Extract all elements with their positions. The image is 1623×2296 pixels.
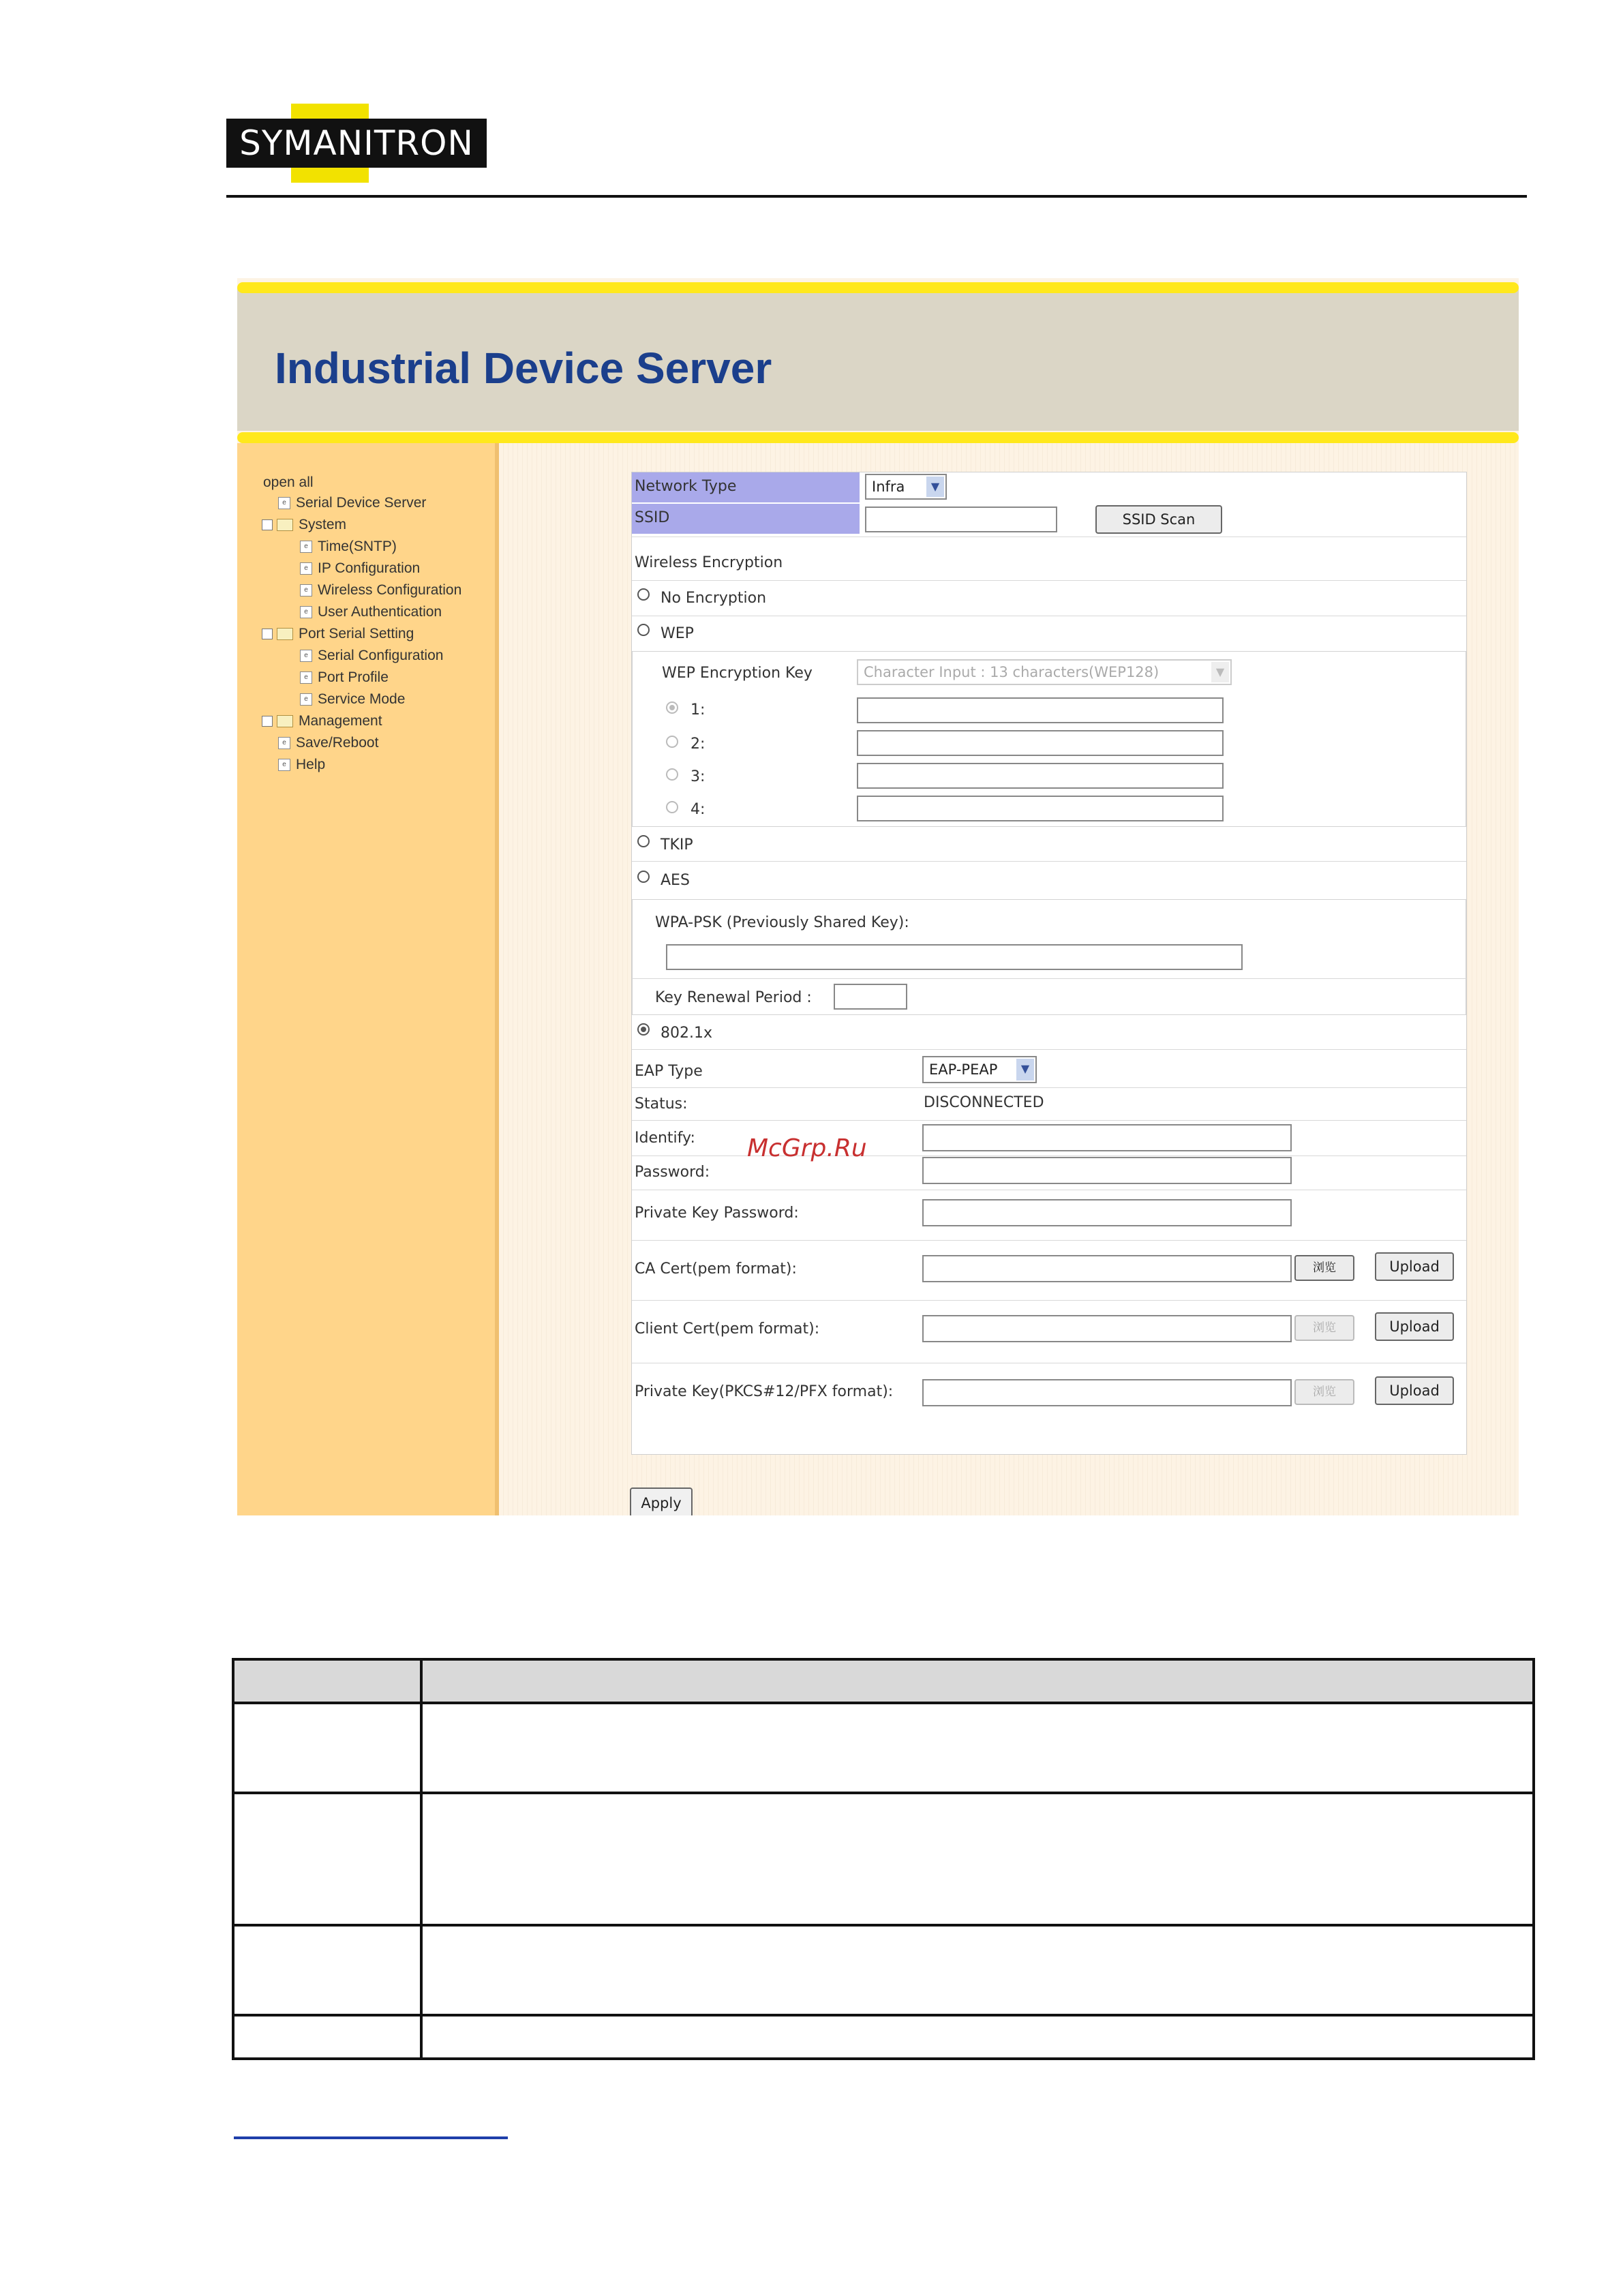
- sidebar-item-label: Wireless Configuration: [318, 582, 462, 598]
- chevron-down-icon: ▼: [926, 477, 944, 497]
- wep-key-4-label: 4:: [691, 801, 706, 818]
- sidebar-item-label: User Authentication: [318, 604, 442, 620]
- apply-button[interactable]: Apply: [630, 1487, 693, 1515]
- wireless-encryption-label: Wireless Encryption: [635, 554, 783, 571]
- ca-cert-input[interactable]: [922, 1255, 1292, 1282]
- folder-icon: [277, 519, 293, 531]
- sidebar: [237, 443, 499, 1515]
- symanitron-logo: [226, 104, 487, 183]
- sidebar-item-time-sntp[interactable]: [300, 539, 397, 555]
- wep-key-1-input[interactable]: [857, 697, 1224, 723]
- sidebar-item-label: Help: [296, 757, 326, 772]
- sidebar-item-service-mode[interactable]: [300, 691, 405, 708]
- sidebar-item-management[interactable]: [262, 713, 382, 729]
- no-encryption-radio[interactable]: [637, 588, 650, 601]
- no-encryption-label: No Encryption: [661, 590, 767, 607]
- chevron-down-icon: ▼: [1016, 1059, 1034, 1081]
- sidebar-item-ip-configuration[interactable]: [300, 560, 420, 577]
- ssid-label: SSID: [635, 509, 670, 526]
- banner-title: Industrial Device Server: [275, 344, 772, 393]
- watermark-text: McGrp.Ru: [747, 1134, 867, 1162]
- sidebar-open-all[interactable]: [263, 474, 314, 491]
- client-cert-label: Client Cert(pem format):: [635, 1320, 820, 1338]
- page-icon: e: [300, 562, 312, 575]
- logo-text: SYMANITRON: [239, 123, 474, 163]
- expand-box-icon[interactable]: [262, 629, 273, 639]
- divider: [632, 1240, 1466, 1241]
- sidebar-item-label: Port Profile: [318, 669, 389, 685]
- sidebar-item-help[interactable]: [278, 757, 325, 773]
- expand-box-icon[interactable]: [262, 519, 273, 530]
- eap-type-select[interactable]: [922, 1056, 1037, 1083]
- wep-key-2-input[interactable]: [857, 730, 1224, 756]
- ca-cert-upload-button[interactable]: Upload: [1375, 1252, 1454, 1281]
- page-icon: e: [300, 671, 312, 684]
- wep-key-2-label: 2:: [691, 736, 706, 753]
- divider: [632, 978, 1466, 979]
- page-icon: e: [300, 606, 312, 618]
- page-icon: e: [300, 693, 312, 706]
- wpa-psk-label: WPA-PSK (Previously Shared Key):: [655, 914, 909, 931]
- folder-icon: [277, 628, 293, 640]
- network-type-label: Network Type: [635, 478, 737, 495]
- status-value: DISCONNECTED: [924, 1094, 1044, 1111]
- wep-key-3-label: 3:: [691, 768, 706, 785]
- sidebar-item-label: Management: [299, 713, 382, 729]
- password-input[interactable]: [922, 1157, 1292, 1184]
- banner-stripe-top: [237, 282, 1519, 293]
- wep-key-3-input[interactable]: [857, 763, 1224, 789]
- footnote-rule: [234, 2136, 508, 2139]
- sidebar-item-label: IP Configuration: [318, 560, 421, 576]
- wep-radio[interactable]: [637, 624, 650, 636]
- chevron-down-icon: ▼: [1211, 662, 1229, 682]
- expand-box-icon[interactable]: [262, 716, 273, 727]
- wep-key-2-radio[interactable]: [666, 736, 678, 748]
- wep-label: WEP: [661, 625, 694, 642]
- wep-key-3-radio[interactable]: [666, 768, 678, 781]
- sidebar-item-port-profile[interactable]: [300, 669, 389, 686]
- description-table: [232, 1658, 1535, 2060]
- eap-type-label: EAP Type: [635, 1063, 703, 1080]
- sidebar-item-label: Serial Configuration: [318, 648, 444, 663]
- table-border: [232, 1658, 234, 2060]
- identify-input[interactable]: [922, 1124, 1292, 1151]
- status-label: Status:: [635, 1096, 688, 1113]
- network-type-value: Infra: [872, 479, 905, 495]
- key-renewal-input[interactable]: [834, 984, 907, 1010]
- private-key-password-label: Private Key Password:: [635, 1205, 799, 1222]
- wep-key-1-radio[interactable]: [666, 701, 678, 714]
- sidebar-item-serial-configuration[interactable]: [300, 648, 443, 664]
- table-border: [420, 1658, 423, 2060]
- page-icon: e: [278, 737, 290, 749]
- key-renewal-label: Key Renewal Period :: [655, 989, 812, 1006]
- banner-stripe-bottom: [237, 432, 1519, 443]
- private-key-upload-button[interactable]: Upload: [1375, 1376, 1454, 1405]
- divider: [632, 1087, 1466, 1088]
- table-header-row: [232, 1658, 1535, 1703]
- wep-key-4-radio[interactable]: [666, 801, 678, 813]
- sidebar-item-port-serial-setting[interactable]: [262, 626, 414, 642]
- divider: [632, 1300, 1466, 1301]
- network-type-select[interactable]: [865, 474, 947, 500]
- dot1x-label: 802.1x: [661, 1025, 713, 1042]
- private-key-browse-button[interactable]: 浏览: [1294, 1379, 1354, 1405]
- page-icon: e: [278, 759, 290, 771]
- wep-key-mode-select[interactable]: [857, 659, 1232, 685]
- table-border: [232, 2057, 1535, 2060]
- private-key-password-input[interactable]: [922, 1199, 1292, 1226]
- sidebar-item-wireless-configuration[interactable]: [300, 582, 461, 599]
- divider: [632, 1049, 1466, 1050]
- aes-label: AES: [661, 872, 690, 889]
- private-key-label: Private Key(PKCS#12/PFX format):: [635, 1383, 894, 1400]
- client-cert-browse-button[interactable]: 浏览: [1294, 1315, 1354, 1341]
- open-all-label: open all: [263, 474, 314, 490]
- sidebar-item-system[interactable]: [262, 517, 346, 533]
- tkip-radio[interactable]: [637, 835, 650, 847]
- table-border: [1532, 1658, 1535, 2060]
- table-border: [232, 1702, 1535, 1704]
- sidebar-item-label: Save/Reboot: [296, 735, 379, 751]
- wep-key-4-input[interactable]: [857, 796, 1224, 821]
- wep-encryption-key-label: WEP Encryption Key: [662, 665, 813, 682]
- page-icon: e: [300, 541, 312, 553]
- sidebar-item-save-reboot[interactable]: [278, 735, 378, 751]
- sidebar-item-label: System: [299, 517, 347, 532]
- table-border: [232, 1924, 1535, 1927]
- sidebar-item-user-authentication[interactable]: [300, 604, 442, 620]
- wireless-config-form: [631, 472, 1467, 1455]
- sidebar-item-label: Serial Device Server: [296, 495, 427, 511]
- table-border: [232, 2014, 1535, 2016]
- sidebar-item-label: Service Mode: [318, 691, 406, 707]
- ssid-input[interactable]: [865, 507, 1057, 532]
- header-rule: [226, 195, 1527, 198]
- folder-icon: [277, 715, 293, 727]
- page-icon: e: [300, 650, 312, 662]
- sidebar-item-serial-device-server[interactable]: [278, 495, 426, 511]
- tkip-label: TKIP: [661, 836, 693, 854]
- page-icon: e: [278, 497, 290, 509]
- client-cert-input[interactable]: [922, 1315, 1292, 1342]
- wep-key-1-label: 1:: [691, 701, 706, 719]
- private-key-input[interactable]: [922, 1379, 1292, 1406]
- ssid-scan-button[interactable]: SSID Scan: [1095, 505, 1222, 534]
- divider: [632, 1120, 1466, 1121]
- wpa-psk-input[interactable]: [666, 944, 1243, 970]
- web-ui-screenshot: [237, 278, 1519, 1515]
- page-icon: e: [300, 584, 312, 596]
- aes-radio[interactable]: [637, 871, 650, 883]
- table-border: [232, 1792, 1535, 1794]
- sidebar-item-label: Port Serial Setting: [299, 626, 414, 641]
- client-cert-upload-button[interactable]: Upload: [1375, 1312, 1454, 1341]
- table-border: [232, 1658, 1535, 1661]
- ca-cert-browse-button[interactable]: 浏览: [1294, 1255, 1354, 1281]
- dot1x-radio[interactable]: [637, 1023, 650, 1036]
- identify-label: Identify:: [635, 1130, 695, 1147]
- password-label: Password:: [635, 1164, 710, 1181]
- divider: [632, 580, 1466, 581]
- divider: [632, 861, 1466, 862]
- eap-type-value: EAP-PEAP: [929, 1061, 998, 1078]
- wep-key-mode-value: Character Input : 13 characters(WEP128): [864, 664, 1159, 680]
- ca-cert-label: CA Cert(pem format):: [635, 1260, 797, 1278]
- sidebar-item-label: Time(SNTP): [318, 539, 397, 554]
